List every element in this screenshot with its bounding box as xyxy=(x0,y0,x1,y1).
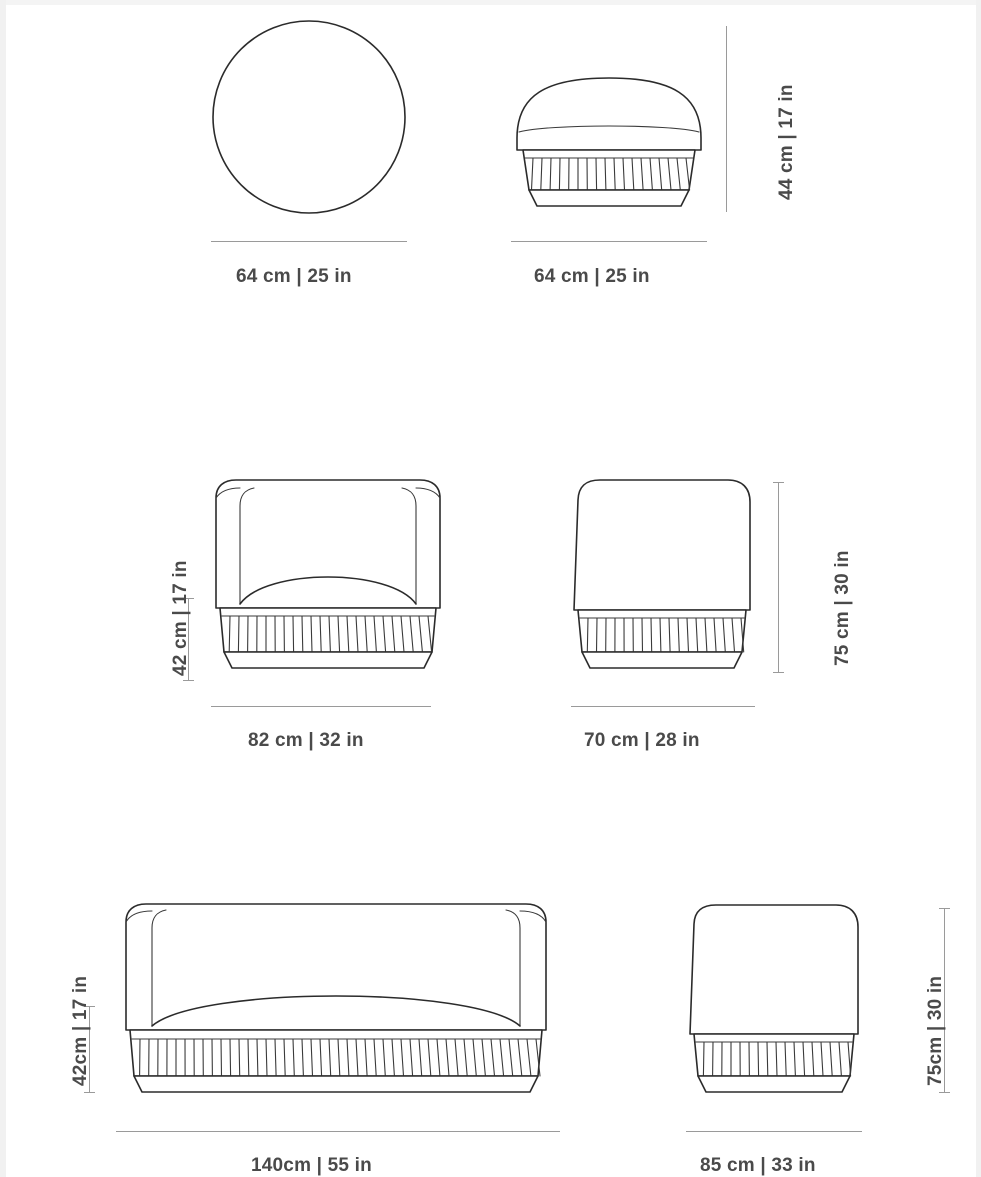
ottoman-front-width-dimline xyxy=(511,241,707,242)
armchair-side-height-label: 75 cm | 30 in xyxy=(832,550,853,666)
armchair-side-width-dimline xyxy=(571,706,755,707)
armchair-front-height-tick-bottom xyxy=(183,680,194,681)
sofa-front-height-label: 42cm | 17 in xyxy=(70,975,91,1086)
sofa-side-height-tick-top xyxy=(939,908,950,909)
armchair-front-width-label: 82 cm | 32 in xyxy=(248,730,364,751)
ottoman-front-view-drawing xyxy=(509,72,709,218)
armchair-side-view xyxy=(566,474,760,676)
sofa-side-view xyxy=(684,900,866,1100)
sofa-front-width-label: 140cm | 55 in xyxy=(251,1155,372,1176)
ottoman-front-width-label: 64 cm | 25 in xyxy=(534,266,650,287)
ottoman-top-view-drawing xyxy=(209,14,409,220)
sheet-top-edge xyxy=(0,0,981,5)
sofa-front-height-tick-bottom xyxy=(84,1092,95,1093)
sofa-side-width-dimline xyxy=(686,1131,862,1132)
armchair-side-width-label: 70 cm | 28 in xyxy=(584,730,700,751)
ottoman-height-dimline xyxy=(726,26,727,212)
armchair-front-width-dimline xyxy=(211,706,431,707)
sofa-front-view-drawing xyxy=(118,900,554,1100)
sofa-front-width-dimline xyxy=(116,1131,560,1132)
sofa-front-view xyxy=(118,900,554,1100)
ottoman-top-view xyxy=(209,14,409,220)
sheet-right-edge xyxy=(976,0,981,1177)
armchair-front-height-label: 42 cm | 17 in xyxy=(170,560,191,676)
armchair-side-height-tick-top xyxy=(773,482,784,483)
sofa-side-width-label: 85 cm | 33 in xyxy=(700,1155,816,1176)
sofa-side-height-tick-bottom xyxy=(939,1092,950,1093)
armchair-front-view xyxy=(206,476,450,676)
ottoman-top-width-dimline xyxy=(211,241,407,242)
armchair-front-view-drawing xyxy=(206,476,450,676)
sofa-side-height-label: 75cm | 30 in xyxy=(925,975,946,1086)
ottoman-top-width-label: 64 cm | 25 in xyxy=(236,266,352,287)
sheet-left-edge xyxy=(0,0,6,1177)
sofa-side-view-drawing xyxy=(684,900,866,1100)
ottoman-front-view xyxy=(509,72,709,218)
ottoman-height-label: 44 cm | 17 in xyxy=(776,84,797,200)
armchair-side-height-dimline xyxy=(778,482,779,672)
armchair-side-height-tick-bottom xyxy=(773,672,784,673)
armchair-side-view-drawing xyxy=(566,474,760,676)
